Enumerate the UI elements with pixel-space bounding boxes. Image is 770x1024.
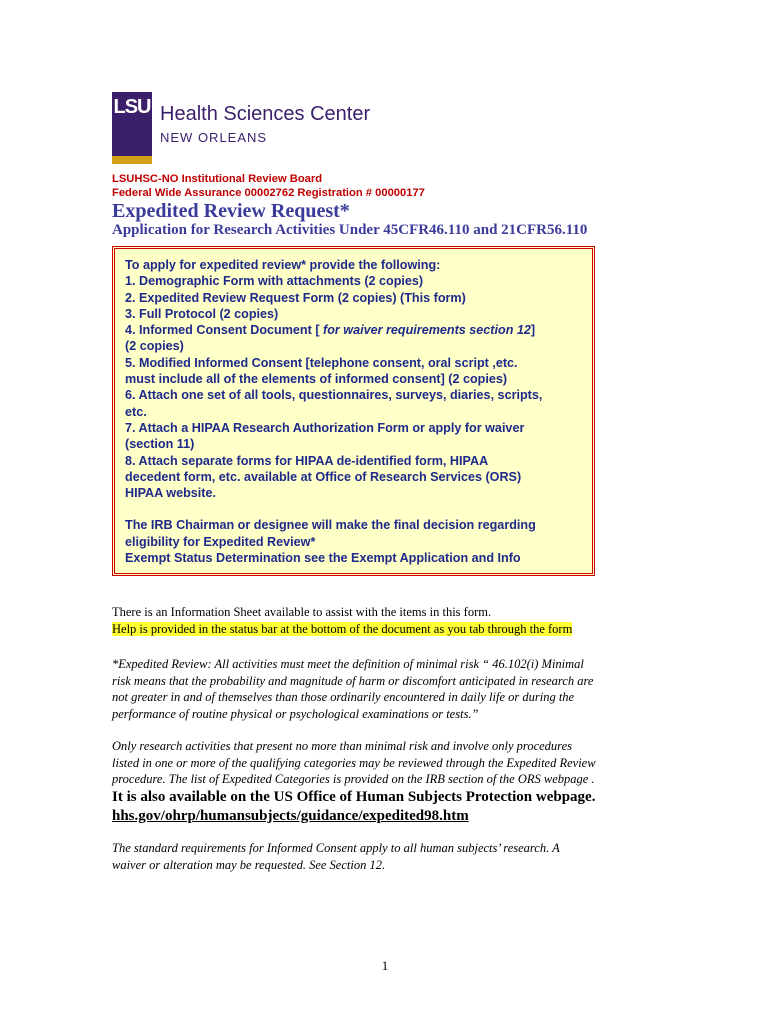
instruction-item-5: 5. Modified Informed Consent [telephone consent, oral script ,etc. xyxy=(125,355,518,370)
page-number: 1 xyxy=(381,958,389,973)
ohrp-line: It is also available on the US Office of Human Subjects Protection webpage. xyxy=(112,788,596,805)
page-title: Expedited Review Request* xyxy=(112,200,350,222)
definition-line-4: performance of routine physical or psychological examinations or tests.” xyxy=(112,706,479,721)
logo-line-2: NEW ORLEANS xyxy=(160,130,268,145)
categories-line-3: procedure. The list of Expedited Categories is provided on the IRB section of the ORS webpage . xyxy=(112,772,595,786)
instruction-item-6-cont: etc. xyxy=(125,404,147,419)
logo-wordmark xyxy=(160,92,370,145)
closing-line-2: eligibility for Expedited Review* xyxy=(125,534,316,549)
expedited-definition xyxy=(112,656,672,722)
consent-line-2: waiver or alteration may be requested. See Section 12. xyxy=(112,857,386,872)
page-subtitle: Application for Research Activities Under 45CFR46.110 and 21CFR56.110 xyxy=(112,222,588,238)
closing-line-1: The IRB Chairman or designee will make the final decision regarding xyxy=(125,518,536,533)
instruction-item-5-cont: must include all of the elements of informed consent] (2 copies) xyxy=(125,372,508,387)
instruction-item-8: 8. Attach separate forms for HIPAA de-identified form, HIPAA xyxy=(125,453,489,468)
instruction-item-6: 6. Attach one set of all tools, questionnaires, surveys, diaries, scripts, xyxy=(125,388,543,403)
logo-mark xyxy=(112,92,152,164)
irb-line-1: LSUHSC-NO Institutional Review Board xyxy=(112,173,323,185)
logo-line-1: Health Sciences Center xyxy=(160,103,371,125)
instructions-content xyxy=(125,257,589,566)
instruction-item-8-cont-2: HIPAA website. xyxy=(125,486,216,501)
closing-line-3: Exempt Status Determination see the Exempt Application and Info xyxy=(125,551,521,566)
info-section xyxy=(112,604,672,637)
lsu-logo xyxy=(112,92,370,164)
definition-line-3: not greater in and of themselves than those ordinarily encountered in daily life or during the xyxy=(112,690,575,704)
consent-line-1: The standard requirements for Informed Consent apply to all human subjects’ research. A xyxy=(112,841,560,855)
item-4-italic: for waiver requirements section 12 xyxy=(323,323,531,338)
instruction-item-4 xyxy=(125,322,589,338)
categories-line-1: Only research activities that present no more than minimal risk and involve only procedures xyxy=(112,739,572,753)
item-4-close: ] xyxy=(530,323,536,338)
instruction-item-4-cont: (2 copies) xyxy=(125,339,184,354)
logo-mark-text: LSU xyxy=(113,96,151,118)
logo-stripe xyxy=(112,156,152,164)
item-4-text: 4. Informed Consent Document [ xyxy=(125,323,324,338)
definition-line-1: *Expedited Review: All activities must meet the definition of minimal risk “ 46.102(i) Minimal xyxy=(112,657,584,671)
instructions-box xyxy=(112,246,595,576)
help-line: Help is provided in the status bar at the bottom of the document as you tab through the form xyxy=(112,621,573,636)
irb-line-2: Federal Wide Assurance 00002762 Registration # 00000177 xyxy=(112,187,425,199)
instructions-intro: To apply for expedited review* provide the following: xyxy=(125,258,441,272)
instruction-item-7-cont: (section 11) xyxy=(125,437,195,452)
irb-header xyxy=(112,172,425,200)
instruction-item-7: 7. Attach a HIPAA Research Authorization Form or apply for waiver xyxy=(125,420,525,435)
info-sheet-line: There is an Information Sheet available to assist with the items in this form. xyxy=(112,605,492,619)
categories-line-2: listed in one or more of the qualifying categories may be reviewed through the Expedited Review xyxy=(112,755,596,770)
ohrp-link[interactable]: hhs.gov/ohrp/humansubjects/guidance/expedited98.htm xyxy=(112,807,469,824)
instruction-item-8-cont: decedent form, etc. available at Office of Research Services (ORS) xyxy=(125,469,522,484)
instruction-item-2: 2. Expedited Review Request Form (2 copies) (This form) xyxy=(125,290,466,305)
definition-line-2: risk means that the probability and magnitude of harm or discomfort anticipated in research are xyxy=(112,673,594,688)
instruction-item-1: 1. Demographic Form with attachments (2 copies) xyxy=(125,274,424,289)
informed-consent-note xyxy=(112,840,672,873)
instruction-item-3: 3. Full Protocol (2 copies) xyxy=(125,306,279,321)
categories-paragraph xyxy=(112,738,672,826)
